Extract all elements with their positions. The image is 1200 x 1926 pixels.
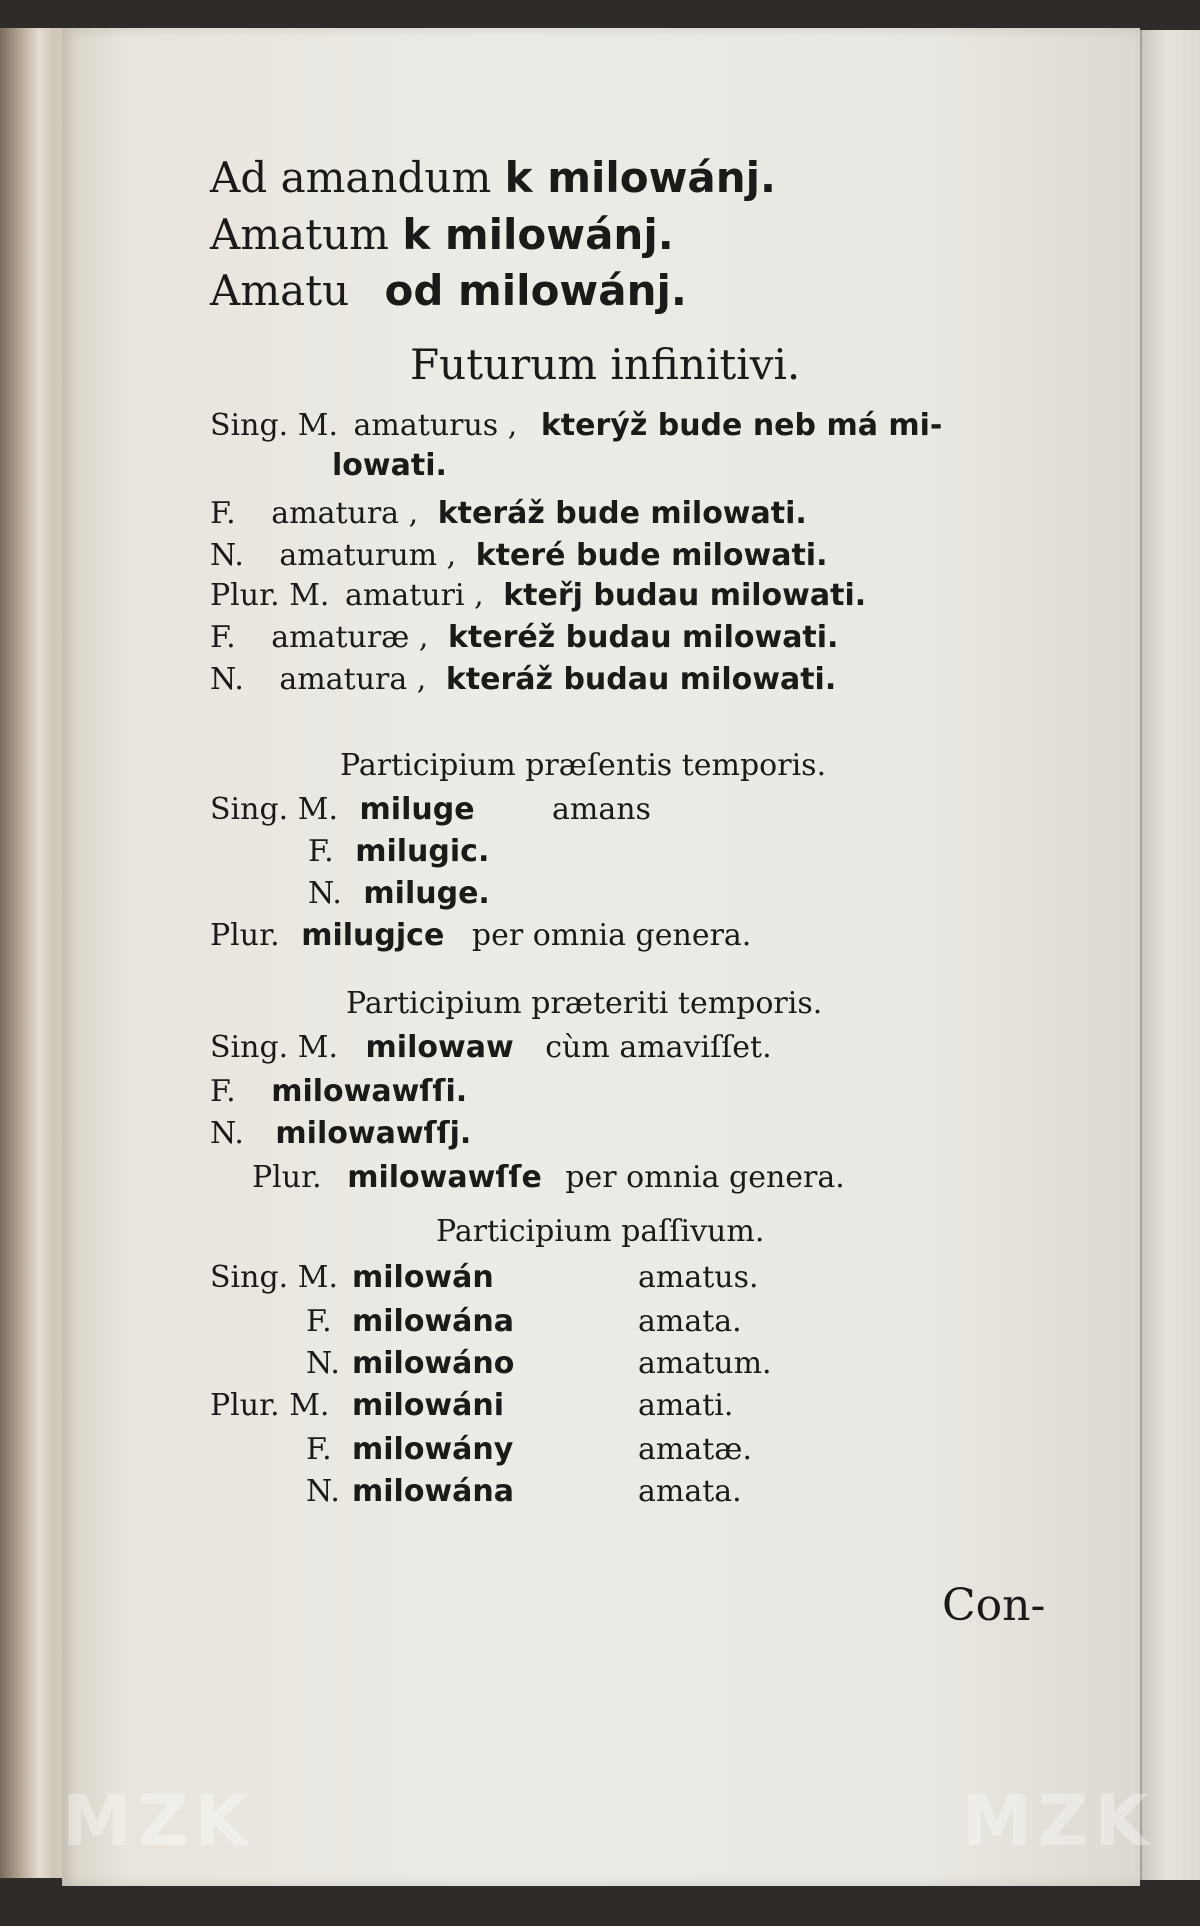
row-czech: milowány [352,1432,514,1467]
row-label: Plur. M. [210,578,330,613]
row-czech: milowána [352,1474,514,1509]
row-czech: kteréž budau milowati. [448,620,839,655]
row-latin: amati. [638,1388,734,1423]
row-latin: cùm amaviſſet. [545,1030,772,1065]
row-czech: miluge [359,792,475,827]
row-label: N. [308,876,342,911]
watermark-right: MZK [962,1780,1155,1862]
row-label: F. [306,1432,332,1467]
passivum-row [210,1388,810,1423]
row-latin: per omnia genera. [565,1160,845,1195]
row-label: N. [306,1346,340,1381]
row-latin: amata. [638,1304,742,1339]
row-czech: milowán [352,1260,494,1295]
book-page [62,28,1155,1886]
heading-czech: od milowánj. [384,266,687,315]
praesentis-row [210,792,651,827]
heading-line [210,266,687,315]
row-czech: které bude milowati. [475,538,828,573]
futurum-row [210,496,807,531]
passivum-row [210,1260,810,1295]
row-czech: kteráž bude milowati. [437,496,807,531]
row-latin: amata. [638,1474,742,1509]
row-latin: amaturus , [353,408,518,443]
row-latin: amaturum , [279,538,457,573]
heading-line [210,210,674,259]
row-label: F. [308,834,334,869]
row-latin: amatura , [271,496,419,531]
praesentis-row [308,876,490,911]
row-label: F. [210,496,236,531]
heading-latin: Ad amandum [210,153,492,202]
row-label: Plur. [252,1160,322,1195]
futurum-row [210,620,838,655]
facing-page-edge [1140,30,1200,1880]
row-latin: amatum. [638,1346,772,1381]
praesentis-row [308,834,489,869]
row-czech: milugic. [355,834,490,869]
row-label: F. [210,620,236,655]
praeteriti-row [210,1030,772,1065]
catchword: Con- [942,1580,1046,1631]
row-label: F. [306,1304,332,1339]
row-label: Plur. M. [210,1388,330,1423]
praesentis-row [210,918,751,953]
row-czech: milugjce [301,918,445,953]
section-title-futurum: Futurum infinitivi. [410,340,801,389]
row-latin: amatura , [279,662,427,697]
row-czech: milowána [352,1304,514,1339]
futurum-row [210,538,828,573]
row-latin: amans [552,792,651,827]
watermark-left: MZK [62,1780,255,1862]
row-label: N. [210,538,244,573]
row-label: N. [210,662,244,697]
heading-latin: Amatum [210,210,389,259]
row-czech: milowáno [352,1346,515,1381]
row-latin: per omnia genera. [471,918,752,953]
row-czech: milowawſſj. [275,1116,472,1151]
row-label: F. [210,1074,236,1109]
row-latin: amaturi , [345,578,484,613]
row-czech: kteráž budau milowati. [445,662,837,697]
row-czech: miluge. [363,876,490,911]
praeteriti-row [252,1160,845,1195]
row-label: Sing. M. [210,792,338,827]
row-czech: milowaw [365,1030,514,1065]
row-czech: milowáni [352,1388,505,1423]
row-label: Sing. M. [210,408,338,443]
row-latin: amatæ. [638,1432,753,1467]
praeteriti-row [210,1074,467,1109]
row-label: N. [210,1116,244,1151]
section-title-passivum: Participium paſſivum. [436,1214,765,1249]
row-latin: amaturæ , [271,620,429,655]
row-label: N. [306,1474,340,1509]
heading-czech: k milowánj. [504,153,777,202]
futurum-row [210,578,866,613]
row-label: Sing. M. [210,1260,338,1295]
row-latin: amatus. [638,1260,759,1295]
futurum-row [210,662,836,697]
row-czech: lowati. [332,448,447,483]
row-label: Sing. M. [210,1030,338,1065]
row-czech: kteřj budau milowati. [503,578,867,613]
praeteriti-row [210,1116,471,1151]
futurum-row [332,448,447,483]
row-czech: kterýž bude neb má mi- [540,408,943,443]
row-czech: milowawſſi. [271,1074,468,1109]
row-czech: milowawſſe [347,1160,542,1195]
futurum-row [210,408,942,443]
heading-czech: k milowánj. [402,210,674,259]
section-title-praeteriti: Participium præteriti temporis. [346,986,823,1021]
heading-line [210,153,776,202]
heading-latin: Amatu [210,266,350,315]
row-label: Plur. [210,918,280,953]
section-title-praesentis: Participium præſentis temporis. [340,748,827,783]
